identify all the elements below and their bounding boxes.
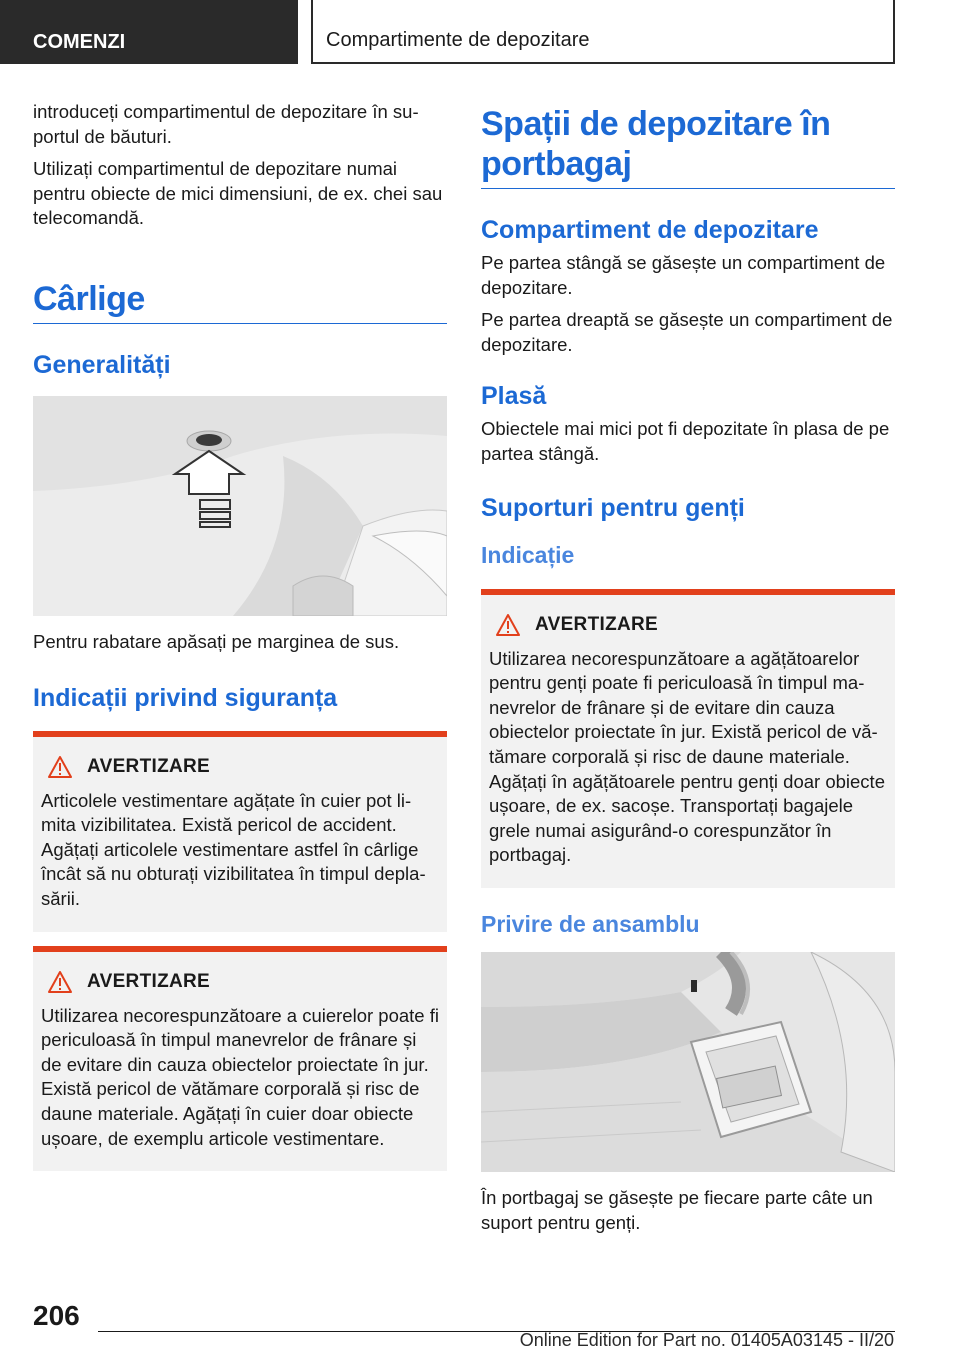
heading-bag-hooks: Suporturi pentru genți: [481, 493, 745, 522]
warning-label: AVERTIZARE: [87, 755, 210, 777]
warning-triangle-icon: [495, 613, 521, 637]
paragraph-left-side: Pe partea stângă se găsește un compartiment de depozitare.: [481, 252, 886, 298]
left-column: [33, 100, 447, 1171]
heading-note: Indicație: [481, 541, 575, 568]
warning-label: AVERTIZARE: [87, 970, 210, 992]
heading-safety: Indicații privind siguranța: [33, 683, 338, 712]
heading-overview: Privire de ansamblu: [481, 910, 700, 937]
hook-illustration: [33, 396, 447, 616]
warning-text: Utilizarea necorespunzătoare a cuierelor poate fi periculoasă în timpul manevrelor de frânare și de evitare din cauza obiectelor proiectate în jur. Există pericol de vătămare corporală și risc de daune materiale. Agățați în cuier doar obiecte ușoare, de exemplu articole vestimentare.: [41, 1004, 439, 1149]
right-column: [481, 104, 895, 1243]
chapter-tab[interactable]: COMENZI: [0, 0, 298, 64]
section-tab[interactable]: Compartimente de depozitare: [311, 0, 895, 64]
warning-text: Articolele vestimentare agățate în cuier pot limita vizibilitatea. Există pericol de accident. Agățați articolele vestimentare astfel în cârlige încât să nu obturați vizibilitatea în timpul deplasării.: [41, 789, 426, 909]
heading-hooks: Cârlige: [33, 279, 447, 324]
paragraph-right-side: Pe partea dreaptă se găsește un compartiment de depozitare.: [481, 309, 893, 355]
caption-overview: În portbagaj se găsește pe fiecare parte câte un suport pentru genți.: [481, 1186, 873, 1233]
page-header: [0, 0, 960, 66]
warning-title: [495, 613, 887, 637]
heading-general: Generalități: [33, 350, 171, 379]
edition-info: Online Edition for Part no. 01405A03145 - II/20: [519, 1330, 894, 1350]
warning-text: Utilizarea necorespunzătoare a agățătoarelor pentru genți poate fi periculoasă în timpul manevrelor de frânare și de evitare din cauza obiectelor proiectate în jur. Există pericol de vătămare corporală și risc de daune materiale. Agățați în agățătoarele pentru genți doar obiecte ușoare, de ex. sacoșe. Transportați bagajele grele numai asigurând-o corespunzător în portbagaj.: [489, 647, 885, 866]
warning-triangle-icon: [47, 970, 73, 994]
paragraph-cupholder: introduceți compartimentul de depozitare în suportul de băuturi.: [33, 101, 419, 147]
warning-box-bag-hooks: [481, 589, 895, 888]
heading-net: Plasă: [481, 382, 547, 411]
warning-title: [47, 970, 439, 994]
warning-title: [47, 755, 439, 779]
heading-trunk-storage: Spații de depozitare în portbagaj: [481, 104, 895, 189]
warning-label: AVERTIZARE: [535, 613, 658, 635]
paragraph-net: Obiectele mai mici pot fi depozitate în plasa de pe partea stângă.: [481, 418, 890, 464]
caption-fold: Pentru rabatare apăsați pe marginea de sus.: [33, 630, 400, 652]
page-number: 206: [33, 1300, 80, 1331]
trunk-illustration: [481, 952, 895, 1172]
warning-triangle-icon: [47, 755, 73, 779]
warning-box-hooks: [33, 946, 447, 1172]
heading-storage-compartment: Compartiment de depozitare: [481, 216, 819, 244]
paragraph-small-objects: Utilizați compartimentul de depozitare numai pentru obiecte de mici dimensiuni, de ex. chei sau telecomandă.: [33, 158, 443, 229]
warning-box-visibility: [33, 731, 447, 932]
